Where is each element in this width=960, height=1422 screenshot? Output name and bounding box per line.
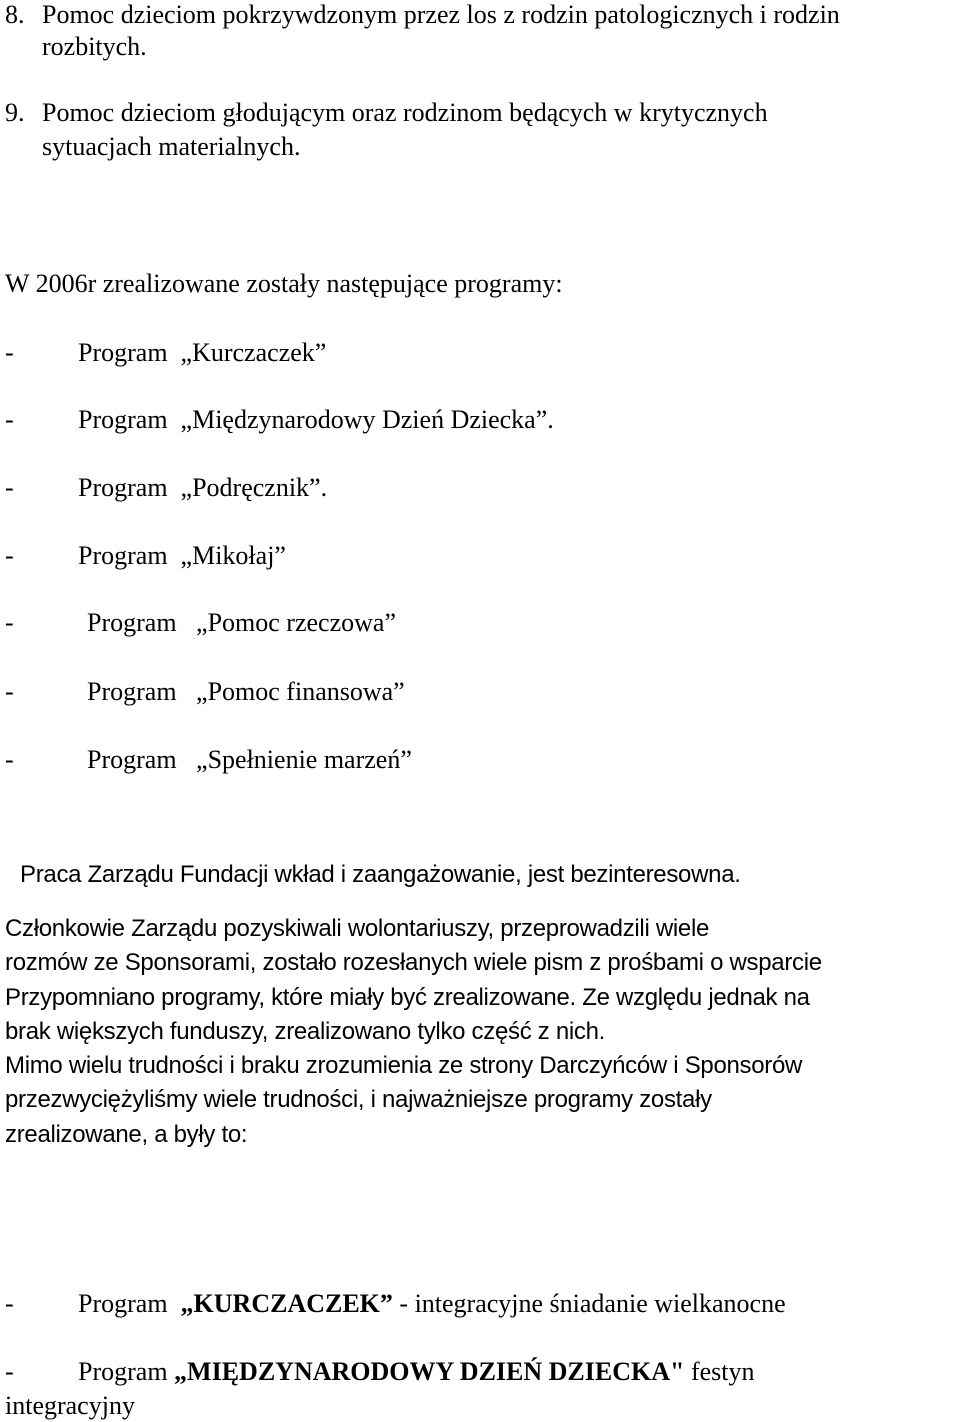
item-number: 9. <box>5 98 25 127</box>
program-description: festyn <box>690 1357 755 1386</box>
list-dash: - <box>5 338 14 367</box>
program-label: Program <box>78 541 168 570</box>
realized-program-continued: integracyjny <box>5 1391 135 1420</box>
program-item <box>5 473 327 503</box>
program-description: - integracyjne śniadanie wielkanocne <box>399 1289 786 1318</box>
paragraph-line: przezwyciężyliśmy wiele trudności, i najważniejsze programy zostały <box>5 1086 712 1113</box>
item-text: Pomoc dzieciom pokrzywdzonym przez los z rodzin patologicznych i rodzin <box>42 0 840 29</box>
program-label: Program <box>87 608 177 637</box>
program-item <box>5 541 286 571</box>
program-label: Program <box>87 677 177 706</box>
program-item <box>5 338 326 368</box>
program-item <box>5 405 554 435</box>
numbered-item-8 <box>5 0 840 30</box>
program-name: „Pomoc rzeczowa” <box>196 608 396 637</box>
program-name: „Spełnienie marzeń” <box>196 745 412 774</box>
program-item <box>5 677 405 707</box>
program-name: „MIĘDZYNARODOWY DZIEŃ DZIECKA" <box>174 1357 685 1386</box>
paragraph-line: zrealizowane, a były to: <box>5 1121 248 1148</box>
paragraph-line: rozmów ze Sponsorami, zostało rozesłanych wiele pism z prośbami o wsparcie <box>5 949 822 976</box>
program-name: „Podręcznik”. <box>180 473 328 502</box>
program-name: „Kurczaczek” <box>180 338 327 367</box>
program-label: Program <box>78 405 168 434</box>
list-dash: - <box>5 608 14 637</box>
program-label: Program <box>78 473 168 502</box>
program-name: „Międzynarodowy Dzień Dziecka”. <box>180 405 554 434</box>
list-dash: - <box>5 473 14 502</box>
numbered-item-8-continued: rozbitych. <box>42 32 147 61</box>
item-text: Pomoc dzieciom głodującym oraz rodzinom będących w krytycznych <box>42 98 768 127</box>
program-name: „Pomoc finansowa” <box>196 677 405 706</box>
programs-intro: W 2006r zrealizowane zostały następujące programy: <box>5 269 563 298</box>
realized-program-item <box>5 1289 786 1319</box>
program-item <box>5 608 396 638</box>
paragraph-line: Mimo wielu trudności i braku zrozumienia ze strony Darczyńców i Sponsorów <box>5 1052 803 1079</box>
program-item <box>5 745 412 775</box>
program-label: Program <box>78 1357 168 1386</box>
program-name: „KURCZACZEK” <box>180 1289 393 1318</box>
list-dash: - <box>5 677 14 706</box>
numbered-item-9 <box>5 98 768 128</box>
item-number: 8. <box>5 0 25 29</box>
program-label: Program <box>87 745 177 774</box>
numbered-item-9-continued: sytuacjach materialnych. <box>42 132 301 161</box>
paragraph-line: Członkowie Zarządu pozyskiwali wolontariuszy, przeprowadzili wiele <box>5 915 710 942</box>
list-dash: - <box>5 1357 14 1386</box>
paragraph-line: brak większych funduszy, zrealizowano tylko część z nich. <box>5 1018 606 1045</box>
realized-program-item <box>5 1357 755 1387</box>
paragraph-line: Praca Zarządu Fundacji wkład i zaangażowanie, jest bezinteresowna. <box>20 861 741 888</box>
program-label: Program <box>78 1289 168 1318</box>
list-dash: - <box>5 745 14 774</box>
paragraph-line: Przypomniano programy, które miały być zrealizowane. Ze względu jednak na <box>5 984 810 1011</box>
list-dash: - <box>5 541 14 570</box>
list-dash: - <box>5 1289 14 1318</box>
list-dash: - <box>5 405 14 434</box>
program-name: „Mikołaj” <box>180 541 286 570</box>
program-label: Program <box>78 338 168 367</box>
